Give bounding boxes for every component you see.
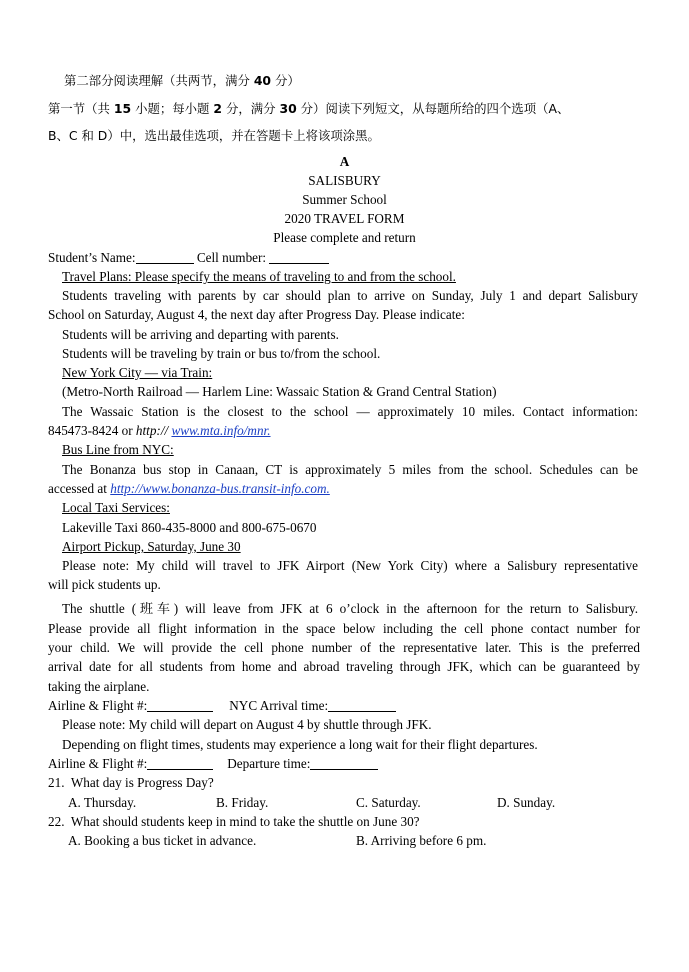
option-21-b[interactable]: B. Friday. (216, 795, 269, 810)
note1-line-1: Please note: My child will travel to JFK Airport (New York City) where a Salisbury representative (62, 558, 638, 573)
taxi-line: Lakeville Taxi 860-435-8000 and 800-675-0670 (62, 520, 317, 535)
bonanza-accessed: accessed at (48, 481, 111, 496)
form-title: 2020 TRAVEL FORM (284, 211, 405, 226)
bonanza-line-1: The Bonanza bus stop in Canaan, CT is approximately 5 miles from the school. Schedules can be (62, 462, 638, 477)
arrival-blank[interactable] (328, 698, 396, 712)
shuttle-line-1: The shuttle (班车) will leave from JFK at 6 o’clock in the afternoon for the return to Salisbury. (62, 601, 638, 616)
name-blank[interactable] (136, 250, 194, 264)
cell-blank[interactable] (269, 250, 329, 264)
question-21 (48, 773, 640, 792)
instr-g: 分）阅读下列短文，从每题所给的四个选项（A、 (296, 101, 570, 116)
instr-a: 第一节（共 (48, 101, 114, 116)
option-22-a[interactable]: A. Booking a bus ticket in advance. (68, 833, 257, 848)
instr-count: 15 (113, 101, 132, 116)
bus-line-heading: Bus Line from NYC: (62, 442, 174, 457)
option-22-b[interactable]: B. Arriving before 6 pm. (356, 833, 487, 848)
name-label: Student’s Name: (48, 250, 136, 265)
question-number: 22. (48, 814, 65, 829)
flight-label: Airline & Flight #: (48, 698, 148, 713)
depending-line: Depending on flight times, students may experience a long wait for their flight departures. (62, 737, 538, 752)
option-train-bus: Students will be traveling by train or bus to/from the school. (62, 346, 381, 361)
wassaic-line-1: The Wassaic Station is the closest to the school — approximately 10 miles. Contact information: (62, 404, 638, 419)
instr-each: 2 (213, 101, 223, 116)
wassaic-line-2 (48, 421, 640, 440)
metro-line: (Metro-North Railroad — Harlem Line: Wassaic Station & Grand Central Station) (62, 384, 497, 399)
taxi-heading: Local Taxi Services: (62, 500, 170, 515)
question-22 (48, 812, 640, 831)
nyc-train-heading: New York City — via Train: (62, 365, 213, 380)
option-21-a[interactable]: A. Thursday. (68, 795, 137, 810)
flight-blank-2[interactable] (147, 756, 213, 770)
section-instruction-line2: B、C 和 D）中，选出最佳选项，并在答题卡上将该项涂黑。 (48, 128, 380, 143)
arrival-fields (48, 696, 640, 715)
question-text: What day is Progress Day? (70, 775, 214, 790)
program-name: Summer School (302, 192, 387, 207)
wassaic-phone: 845473-8424 or (48, 423, 136, 438)
shuttle-line-4: arrival date for all students from home and abroad traveling through JFK, which can be guaranteed by (48, 659, 640, 674)
section-title-prefix: 第二部分阅读理解（共两节，满分 (64, 73, 254, 88)
instr-c: 小题；每小题 (131, 101, 214, 116)
departure-label: Departure time: (227, 756, 311, 771)
shuttle-line-5: taking the airplane. (48, 679, 150, 694)
wassaic-http: http:// (135, 423, 169, 438)
section-instruction (48, 99, 640, 118)
section-score: 40 (253, 73, 272, 88)
flight-blank[interactable] (147, 698, 213, 712)
parents-line-2: School on Saturday, August 4, the next day after Progress Day. Please indicate: (48, 307, 465, 322)
bonanza-line-2 (48, 479, 640, 498)
airport-heading: Airport Pickup, Saturday, June 30 (62, 539, 241, 554)
note1-line-2: will pick students up. (48, 577, 161, 592)
option-parents: Students will be arriving and departing with parents. (62, 327, 339, 342)
mta-link[interactable]: www.mta.info/mnr. (171, 423, 271, 438)
arrival-label: NYC Arrival time: (229, 698, 329, 713)
instr-e: 分，满分 (222, 101, 280, 116)
flight-label-2: Airline & Flight #: (48, 756, 148, 771)
note2-line: Please note: My child will depart on August 4 by shuttle through JFK. (62, 717, 432, 732)
student-info-line (48, 248, 640, 267)
option-21-d[interactable]: D. Sunday. (497, 795, 556, 810)
parents-line-1: Students traveling with parents by car should plan to arrive on Sunday, July 1 and depart Salisbury (62, 288, 638, 303)
school-name: SALISBURY (308, 173, 381, 188)
departure-fields (48, 754, 640, 773)
form-instruction: Please complete and return (273, 230, 416, 245)
departure-blank[interactable] (310, 756, 378, 770)
question-text: What should students keep in mind to take the shuttle on June 30? (70, 814, 420, 829)
bonanza-link[interactable]: http://www.bonanza-bus.transit-info.com. (110, 481, 330, 496)
section-title (64, 71, 656, 90)
option-21-c[interactable]: C. Saturday. (356, 795, 421, 810)
shuttle-line-2: Please provide all flight information in the space below including the cell phone contact number for (48, 621, 640, 636)
passage-letter: A (339, 154, 350, 169)
question-number: 21. (48, 775, 65, 790)
travel-plans-heading: Travel Plans: Please specify the means of traveling to and from the school. (62, 269, 456, 284)
cell-label: Cell number: (193, 250, 270, 265)
section-title-suffix: 分） (271, 73, 300, 88)
instr-total: 30 (279, 101, 297, 116)
shuttle-line-3: your child. We will provide the cell phone number of the representative later. This is the preferred (48, 640, 640, 655)
